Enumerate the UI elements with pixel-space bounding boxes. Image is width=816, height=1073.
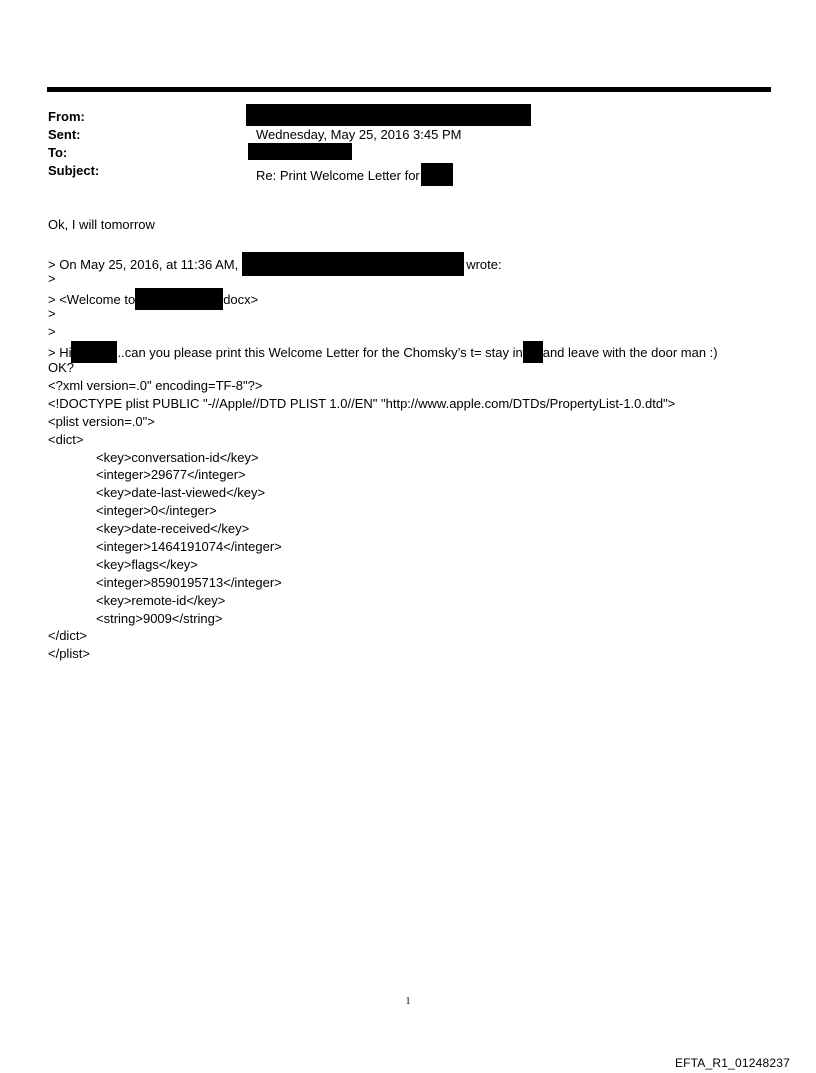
dict-line: <key>date-last-viewed</key> (96, 485, 266, 501)
subject-label: Subject: (48, 163, 100, 178)
dict-close: </dict> (48, 628, 88, 644)
ok-line: OK? (48, 360, 75, 376)
quote-marker: > (48, 270, 56, 286)
attachment-line: > <Welcome to docx> (48, 288, 788, 306)
subject-redaction (421, 163, 453, 186)
to-redaction (248, 143, 352, 160)
request-line: > Hi ..can you please print this Welcome Letter for the Chomsky’s t= stay in and leave with the door man :) (48, 341, 788, 359)
sent-label: Sent: (48, 127, 81, 142)
from-redaction (246, 104, 531, 126)
dict-line: <key>flags</key> (96, 556, 198, 572)
quote-marker: > (48, 306, 56, 322)
from-label: From: (48, 109, 85, 124)
plist-open: <plist version=.0"> (48, 413, 155, 429)
subject-text: Re: Print Welcome Letter for (256, 168, 420, 183)
dict-line: <integer>8590195713</integer> (96, 574, 282, 590)
dict-line: <integer>0</integer> (96, 503, 217, 519)
location-redaction (523, 341, 543, 363)
dict-line: <integer>1464191074</integer> (96, 539, 282, 555)
sent-value: Wednesday, May 25, 2016 3:45 PM (256, 127, 462, 142)
dict-line: <key>remote-id</key> (96, 592, 226, 608)
dict-line: <string>9009</string> (96, 610, 223, 626)
quote-intro: > On May 25, 2016, at 11:36 AM, wrote: (48, 252, 788, 270)
dict-open: <dict> (48, 431, 84, 447)
dict-line: <key>date-received</key> (96, 521, 250, 537)
page-number: 1 (405, 996, 411, 1007)
email-body (48, 216, 788, 663)
xml-declaration: <?xml version=.0" encoding=TF-8"?> (48, 378, 263, 394)
header-rule (47, 87, 771, 92)
attachment-redaction (135, 288, 223, 310)
subject-value (256, 163, 453, 186)
bates-number: EFTA_R1_01248237 (674, 1056, 790, 1070)
dict-line: <integer>29677</integer> (96, 467, 246, 483)
to-label: To: (48, 145, 68, 160)
reply-line: Ok, I will tomorrow (48, 217, 155, 232)
recipient-redaction (71, 341, 117, 363)
sender-redaction (242, 252, 464, 276)
doctype-line: <!DOCTYPE plist PUBLIC "-//Apple//DTD PLIST 1.0//EN" "http://www.apple.com/DTDs/PropertyList-1.0.dtd"> (48, 395, 676, 411)
dict-line: <key>conversation-id</key> (96, 449, 259, 465)
quote-marker: > (48, 324, 56, 340)
plist-close: </plist> (48, 646, 90, 662)
